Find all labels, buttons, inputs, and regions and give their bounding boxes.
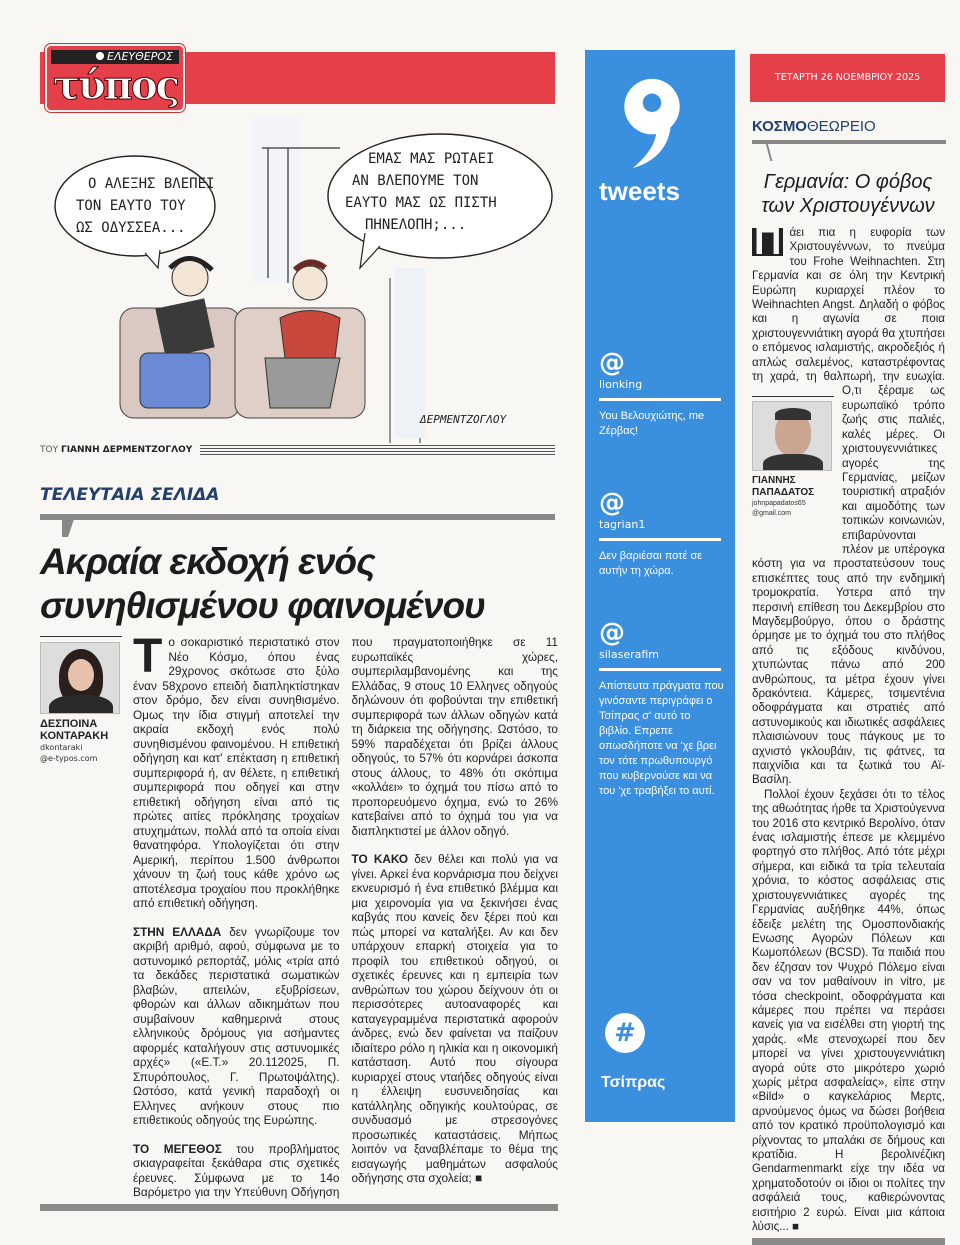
author-box bbox=[40, 636, 122, 764]
logo-big-text: τύπος bbox=[53, 62, 178, 109]
author-email: dkontaraki @e-typos.com bbox=[40, 743, 98, 763]
date-bar: ΤΕΤΑΡΤΗ 26 ΝΟΕΜΒΡΙΟΥ 2025 bbox=[750, 54, 945, 102]
section-rule bbox=[40, 514, 555, 520]
column-bottom-rule bbox=[752, 1238, 945, 1245]
tweets-column bbox=[585, 50, 735, 1122]
bottom-rule bbox=[40, 1204, 558, 1211]
article-paragraph-4: ΤΟ ΚΑΚΟ δεν θέλει και πολύ για να γίνει. Αρκεί ένα κορνάρισμα που δείχνει εκνευρισμό ή ένα επιθετικό βλέμμα και μια χειρονομία για να ξεκινήσει ένας καβγάς που κανείς δεν ξέρει πού και πώς μπορεί να καταλήξει. Αν και δεν υπάρχουν επαρκή στοιχεία για το προφίλ του επιθετικού οδηγού, οι σχετικές έρευνες και η εμπειρία των ανθρώπων του χώρου δείχνουν ότι οι περισσότερες αυτοαναφορές και καταγεγραμμένα περιστατικά αφορούν άνδρες, ενώ δεν φαίνεται να παίζουν ιδιαίτερο ρόλο η ηλικία και η οικονομική κατάσταση. Αυτό που σίγουρα κυριαρχεί στους νταήδες οδηγούς είναι η έλλειψη ευσυνειδησίας και κατάλληλης οδηγικής κουλτούρας, σε συνδυασμό με στρεσογόνες προσωπικές καταστάσεις. Μήπως λοιπόν να ξαναβλέπαμε το θέμα της εισαγωγής μαθημάτων ασφαλούς οδήγησης στα σχολεία; ■ bbox=[351, 852, 558, 1185]
cartoon-illustration bbox=[40, 118, 560, 443]
section-rule-notch bbox=[62, 519, 74, 537]
tweet-item[interactable] bbox=[599, 620, 724, 799]
at-icon: @ bbox=[599, 488, 625, 518]
cartoon-caption bbox=[40, 445, 192, 455]
cartoonist-signature: ΔΕΡΜΕΝΤΖΟΓΛΟΥ bbox=[420, 413, 507, 426]
tweet-user: lionking bbox=[599, 378, 643, 391]
hashtag-icon: # bbox=[605, 1013, 645, 1053]
bubble-right-line: ΕΜΑΣ ΜΑΣ ΡΩΤΑΕΙ ΑΝ ΒΛΕΠΟΥΜΕ ΤΟΝ ΕΑΥΤΟ ΜΑΣ ΩΣ ΠΙΣΤΗ ΠΗΝΕΛΟΠΗ;... bbox=[345, 151, 497, 233]
tweet-text: Δεν βαριέσαι ποτέ σε αυτήν τη χώρα. bbox=[599, 550, 703, 577]
column-section-rule bbox=[752, 140, 946, 144]
book bbox=[155, 298, 214, 357]
end-mark: ■ bbox=[474, 1171, 483, 1185]
article-headline bbox=[40, 540, 560, 628]
article-body bbox=[133, 630, 558, 1200]
newspaper-logo bbox=[45, 44, 185, 112]
columnist-box bbox=[752, 396, 836, 544]
section-rule-notch bbox=[766, 143, 773, 161]
columnist-name: ΓΙΑΝΝΗΣ ΠΑΠΑΔΑΤΟΣ bbox=[752, 475, 815, 498]
caption-prefix: ΤΟΥ bbox=[40, 445, 59, 455]
tweet-text: Απίστευτα πράγματα που γινόσαντε περιγράφει ο Τσίπρας σ' αυτό το βιβλίο. Επρεπε οπωσδήποτε να 'χε βρει τον τότε πρωθυπουργό που κυβερνούσε και να του 'χε τραβήξει το αυτί. bbox=[599, 680, 724, 797]
column-paragraph-1-text: άει πια η ευφορία των Χριστουγέννων, το πνεύμα του Frohe Weihnachten. Στη Γερμανία και σε όλη την Κεντρική Ευρώπη κυριαρχεί πλέον το Weihnachten Angst. Δηλαδή ο φόβος και η αγωνία σε ποια χριστουγεννιάτικη αγορά θα χτυπήσει ο επόμενος ισλαμιστής, ακροδεξιός ή απλώς σαλεμένος, καταστρέφοντας τη χαρά, τη θαλπωρή, την ευωχία. Ο,τι ξέραμε ως ευρωπαϊκό τρόπο ζωής στις παλιές, καλές μέρες. Οι χριστουγεννιάτικες αγορές της Γερμανίας, μείζων τουριστική ατραξιόν και αιμοδότης των τοπικών κοινωνιών, επιβαρύνονται πλέον με υπέρογκα κόστη για να προστατεύσουν τους επισκέπτες τους από την ενδημική τρομοκρατία. Υστερα από την περσινή επίθεση του Δεκεμβρίου στο Μαγδεμβούργο, όπου ο δράστης όρμησε με το όχημά του στο πλήθος από τις εξόδους κινδύνου, χτυπώντας πάνω από 200 ανθρώπους, τα μέτρα έχουν γίνει δρακόντεια. Κάμερες, τσιμεντένια οδοφράγματα και στρατιές από αστυνομικούς και ιδιωτικές ασφάλειες πλαισιώνουν τους πάγκους με το αχνιστό γκλουβάιν, τις φάτνες, τα παιχνίδια και τα ξωτικά του Αϊ-Βασίλη. bbox=[752, 226, 945, 787]
headline-line-1: Ακραία εκδοχή ενός bbox=[40, 541, 375, 582]
column-paragraph-1 bbox=[752, 221, 945, 788]
author-rule bbox=[40, 636, 122, 637]
hashtag-label[interactable]: Τσίπρας bbox=[601, 1074, 666, 1091]
caption-rule bbox=[200, 445, 555, 457]
drop-cap: Τ bbox=[133, 630, 163, 683]
tweet-user: silaserafim bbox=[599, 648, 659, 661]
end-mark: ■ bbox=[792, 1220, 800, 1234]
tweet-user: tagrian1 bbox=[599, 518, 646, 531]
logo-small-text: ΕΛΕΥΘΕΡΟΣ bbox=[51, 50, 179, 64]
section-label: ΤΕΛΕΥΤΑΙΑ ΣΕΛΙΔΑ bbox=[40, 485, 220, 505]
tweet-text: You Βελουχιώτης, me Ζέρβας! bbox=[599, 410, 705, 437]
tweet-item[interactable] bbox=[599, 350, 724, 439]
bubble-left-line: Ο ΑΛΕΞΗΣ ΒΛΕΠΕΙ ΤΟΝ ΕΑΥΤΟ ΤΟΥ ΩΣ ΟΔΥΣΣΕΑ... bbox=[76, 176, 215, 236]
author-name: ΔΕΣΠΟΙΝΑ ΚΟΝΤΑΡΑΚΗ bbox=[40, 718, 109, 742]
columnist-photo bbox=[752, 401, 832, 471]
caption-name: ΓΙΑΝΝΗ ΔΕΡΜΕΝΤΖΟΓΛΟΥ bbox=[60, 445, 193, 455]
column-body bbox=[752, 221, 945, 1234]
article-paragraph-1: Το σοκαριστικό περιστατικό στον Νέο Κόσμο, όπου ένας 29χρονος σκότωσε στο ξύλο έναν 58χρονο επειδή διαπληκτίστηκαν στον δρόμο, δεν είναι συνηθισμένο. Ομως την ίδια στιγμή αποτελεί την ακραία εκδοχή ενός πολύ συνηθισμένου φαινομένου. Η επιθετική οδήγηση και κατ' επέκταση η επιθετική συμπεριφορά ή, αν θέλετε, η επιθετική συμπεριφορά που οδηγεί και στην επιθετική οδήγηση είναι από τις πρώτες αιτίες πρόκλησης τροχαίων ατυχημάτων, πολλά από τα οποία είναι θανατηφόρα. Υπολογίζεται ότι στην Αμερική, περίπου 1.500 άνθρωποι χάνουν τη ζωή τους κάθε χρόνο ως αποτέλεσμα τροχαίου που προκλήθηκε από επιθετική οδήγηση. bbox=[133, 630, 340, 910]
tweet-rule bbox=[599, 538, 721, 541]
column-headline: Γερμανία: Ο φόβος των Χριστουγέννων bbox=[761, 171, 935, 217]
columnist-email: johnpapadatos65 @gmail.com bbox=[752, 500, 806, 517]
column-paragraph-2: Πολλοί έχουν ξεχάσει ότι το τέλος της αθωότητας ήρθε τα Χριστούγεννα του 2016 στο κεντρικό Βερολίνο, όταν ένας ισλαμιστής έπεσε με κλεμμένο φορτηγό στο πλήθος. Από τότε μέχρι σήμερα, και ειδικά τα τρία τελευταία χρόνια, το κόστος ασφάλειας στις χριστουγεννιάτικες αγορές της Γερμανίας αυξήθηκε 44%, όπως έδειξε μελέτη της Ομοσπονδιακής Ενωσης Αγορών Πόλεων και Κωμοπόλεων (BCSD). Τα παιδιά που δεν έζησαν τον Ψυχρό Πόλεμο είναι σαν να τον μαθαίνουν in vitro, με τόσα checkpoint, οδοφράγματα και κάμερες που πρέπει να περάσει κανείς για να εισέλθει στη γιορτή της χαράς. «Με στενοχωρεί που δεν μπορεί να γίνει χριστουγεννιάτικη αγορά ούτε στο μικρότερο χωριό χωρίς μέτρα ασφαλείας», είπε στην «Bild» ο καγκελάριος Μερτς, αρνούμενος όμως να δώσει βοήθεια από τον κρατικό προϋπολογισμό και ρίχνοντας το μπαλάκι σε δήμους και κρατίδια. Η βερολινέζικη Gendarmenmarkt είχε την ιδέα να χρηματοδοτούν οι ίδιοι οι πολίτες την ασφάλειά τους, καθιερώνοντας εισιτήριο 2 ευρώ. Είναι μια κάποια λύσις... ■ bbox=[752, 787, 945, 1234]
tweet-rule bbox=[599, 398, 721, 401]
column-section-label: ΚΟΣΜΟΘΕΩΡΕΙΟ bbox=[752, 118, 876, 135]
article-paragraph-2: ΣΤΗΝ ΕΛΛΑΔΑ δεν γνωρίζουμε τον ακριβή αριθμό, αφού, σύμφωνα με το αστυνομικό ρεπορτάζ, μόλις «τρία από τα δεκάδες περιστατικά σωματικών βλαβών, απειλών, εξυβρίσεων, φθορών και άλλων αδικημάτων που συμβαίνουν καθημερινά στους ελληνικούς δρόμους για ασήμαντες αφορμές καταλήγουν στις αστυνομικές αρχές» («Ε.Τ.» 20.112025, Π. Σπυρόπουλος, Γ. Πρωτοψάλτης). Ωστόσο, κατά γενική παραδοχή οι Ελληνες ανήκουν στους πιο επιθετικούς οδηγούς της Ευρώπης. bbox=[133, 924, 340, 1127]
at-icon: @ bbox=[599, 348, 625, 378]
bird-logo-icon bbox=[607, 72, 697, 172]
tweets-label: tweets bbox=[599, 176, 680, 206]
tweet-rule bbox=[599, 668, 721, 671]
at-icon: @ bbox=[599, 618, 625, 648]
drop-cap: Π bbox=[754, 221, 782, 263]
tweet-item[interactable] bbox=[599, 490, 724, 579]
author-photo bbox=[40, 642, 120, 714]
headline-line-2: συνηθισμένου φαινομένου bbox=[40, 585, 485, 626]
article-paragraph-3: ΤΟ ΜΕΓΕΘΟΣ του προβλήματος σκιαγραφείται ξεκάθαρα στις σχετικές έρευνες. Σύμφωνα με το 14ο Βαρόμετρο για την Υπεύθυνη Οδήγηση που πραγματοποιήθηκε σε 11 ευρωπαϊκές χώρες, συμπεριλαμβανομένης και της Ελλάδας, 9 στους 10 Ελληνες οδηγούς δηλώνουν ότι φοβούνται την επιθετική συμπεριφορά των άλλων οδηγών κατά τη διάρκεια της οδήγησης. Ωστόσο, το 59% παραδέχεται ότι βρίζει άλλους οδηγούς, το 57% ότι κορνάρει άσκοπα στους άλλους, το 48% ότι σκόπιμα «κολλάει» το όχημά του πίσω από το προπορευόμενο όχημα, ενώ το 26% κατεβαίνει από το όχημά του για να διαπληκτιστεί με άλλον οδηγό. bbox=[133, 635, 558, 1199]
cartoon-column bbox=[252, 118, 302, 283]
